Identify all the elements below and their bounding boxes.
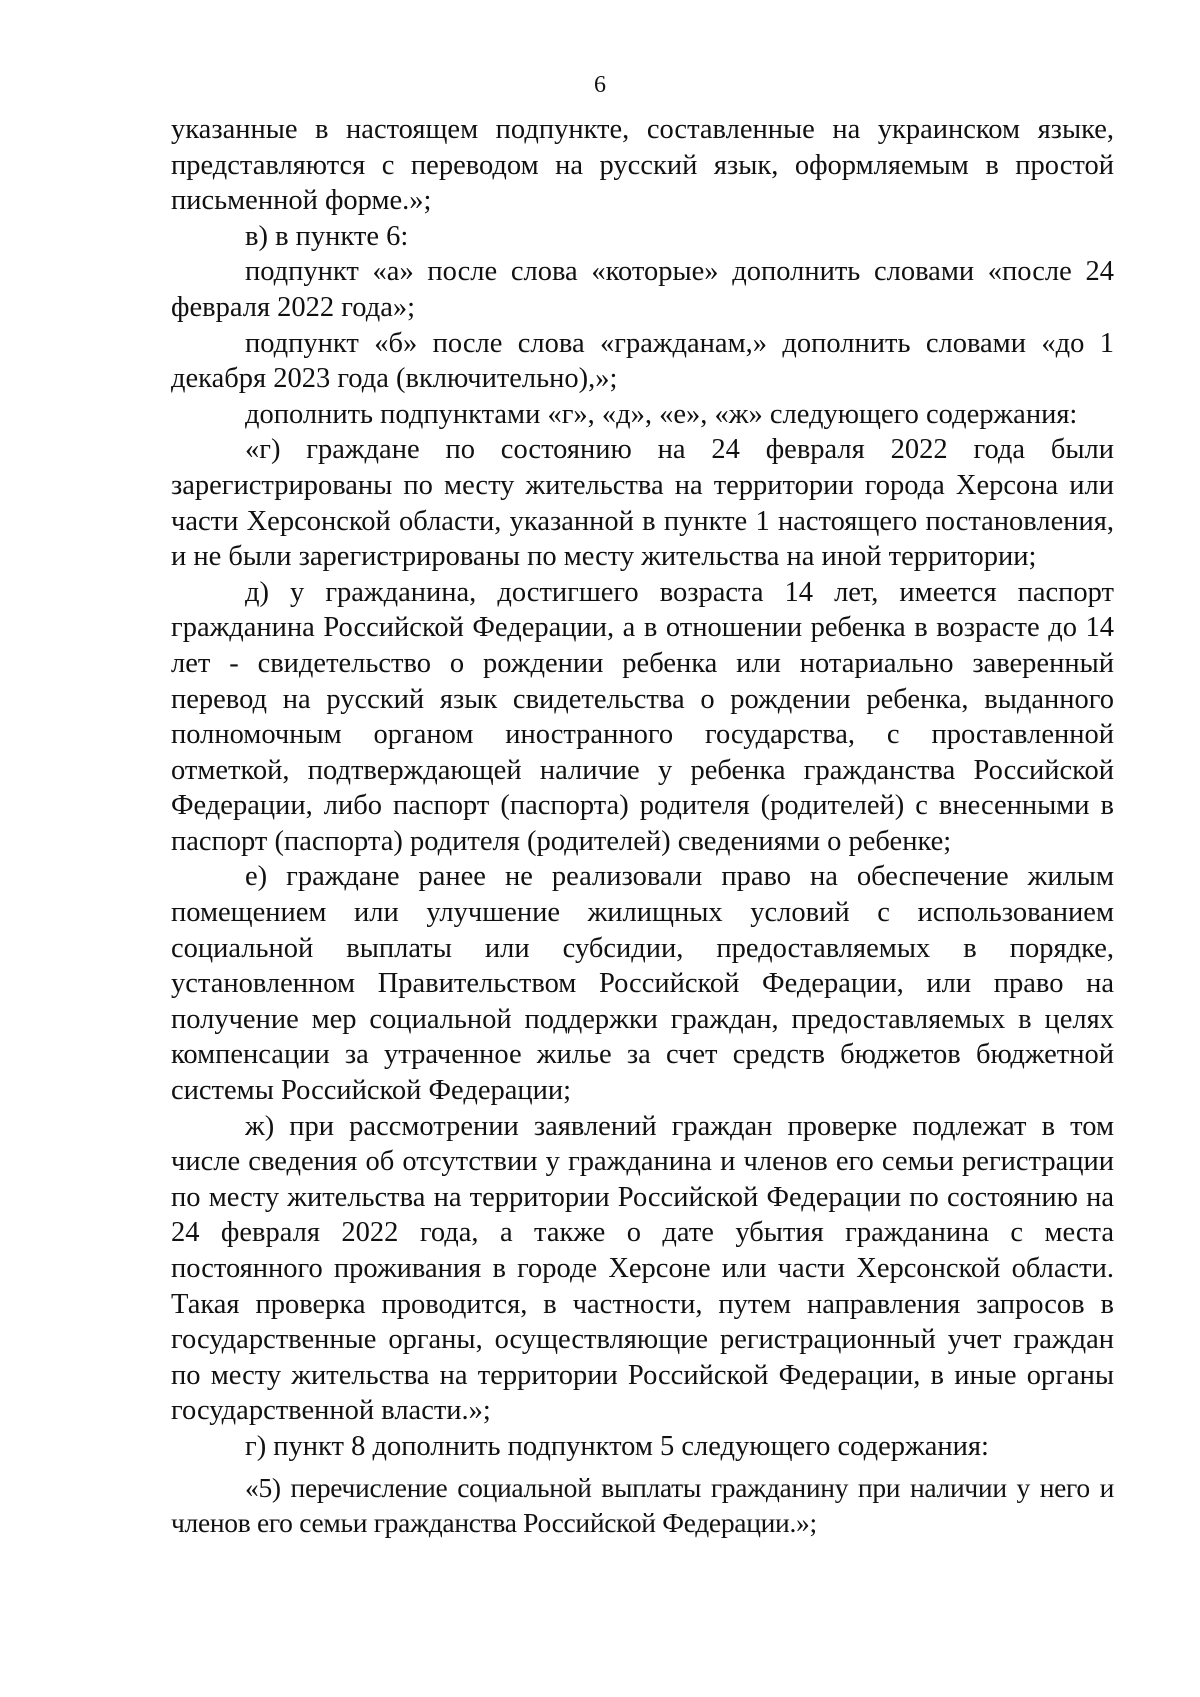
- paragraph-add-subitems: дополнить подпунктами «г», «д», «е», «ж» следующего содержания:: [245, 398, 1078, 430]
- paragraph-subitem-b: подпункт «б» после слова «гражданам,» дополнить словами «до 1 декабря 2023 года (включительно),»;: [171, 327, 1114, 395]
- paragraph-subitem-g: «г) граждане по состоянию на 24 февраля 2022 года были зарегистрированы по месту жительства на территории города Херсона или части Херсонской области, указанной в пункте 1 настоящего постановления, и не были зарегистрированы по месту жительства на иной территории;: [171, 434, 1114, 573]
- paragraph-subitem-5: «5) перечисление социальной выплаты гражданину при наличии у него и членов его семьи гражданства Российской Федерации.»;: [171, 1471, 1114, 1539]
- paragraph-subitem-d: д) у гражданина, достигшего возраста 14 лет, имеется паспорт гражданина Российской Федерации, а в отношении ребенка в возрасте до 14 лет - свидетельство о рождении ребенка или нотариально заверенный перевод на русский язык свидетельства о рождении ребенка, выданного полномочным органом иностранного государства, с проставленной отметкой, подтверждающей наличие у ребенка гражданства Российской Федерации, либо паспорт (паспорта) родителя (родителей) с внесенными в паспорт (паспорта) родителя (родителей) сведениями о ребенке;: [171, 576, 1114, 857]
- page-number: 6: [594, 72, 606, 98]
- paragraph-subitem-a: подпункт «а» после слова «которые» дополнить словами «после 24 февраля 2022 года»;: [171, 256, 1114, 323]
- paragraph-item-v: в) в пункте 6:: [245, 220, 409, 252]
- paragraph-item-g: г) пункт 8 дополнить подпунктом 5 следующего содержания:: [245, 1430, 989, 1462]
- paragraph-continuation: указанные в настоящем подпункте, составленные на украинском языке, представляются с переводом на русский язык, оформляемым в простой письменной форме.»;: [171, 114, 1114, 217]
- document-body: [171, 112, 1114, 1541]
- paragraph-subitem-zh: ж) при рассмотрении заявлений граждан проверке подлежат в том числе сведения об отсутствии у гражданина и членов его семьи регистрации по месту жительства на территории Российской Федерации по состоянию на 24 февраля 2022 года, а также о дате убытия гражданина с места постоянного проживания в городе Херсоне или части Херсонской области. Такая проверка проводится, в частности, путем направления запросов в государственные органы, осуществляющие регистрационный учет граждан по месту жительства на территории Российской Федерации, в иные органы государственной власти.»;: [171, 1110, 1114, 1427]
- paragraph-subitem-e: е) граждане ранее не реализовали право на обеспечение жилым помещением или улучшение жилищных условий с использованием социальной выплаты или субсидии, предоставляемых в порядке, установленном Правительством Российской Федерации, или право на получение мер социальной поддержки граждан, предоставляемых в целях компенсации за утраченное жилье за счет средств бюджетов бюджетной системы Российской Федерации;: [171, 861, 1114, 1107]
